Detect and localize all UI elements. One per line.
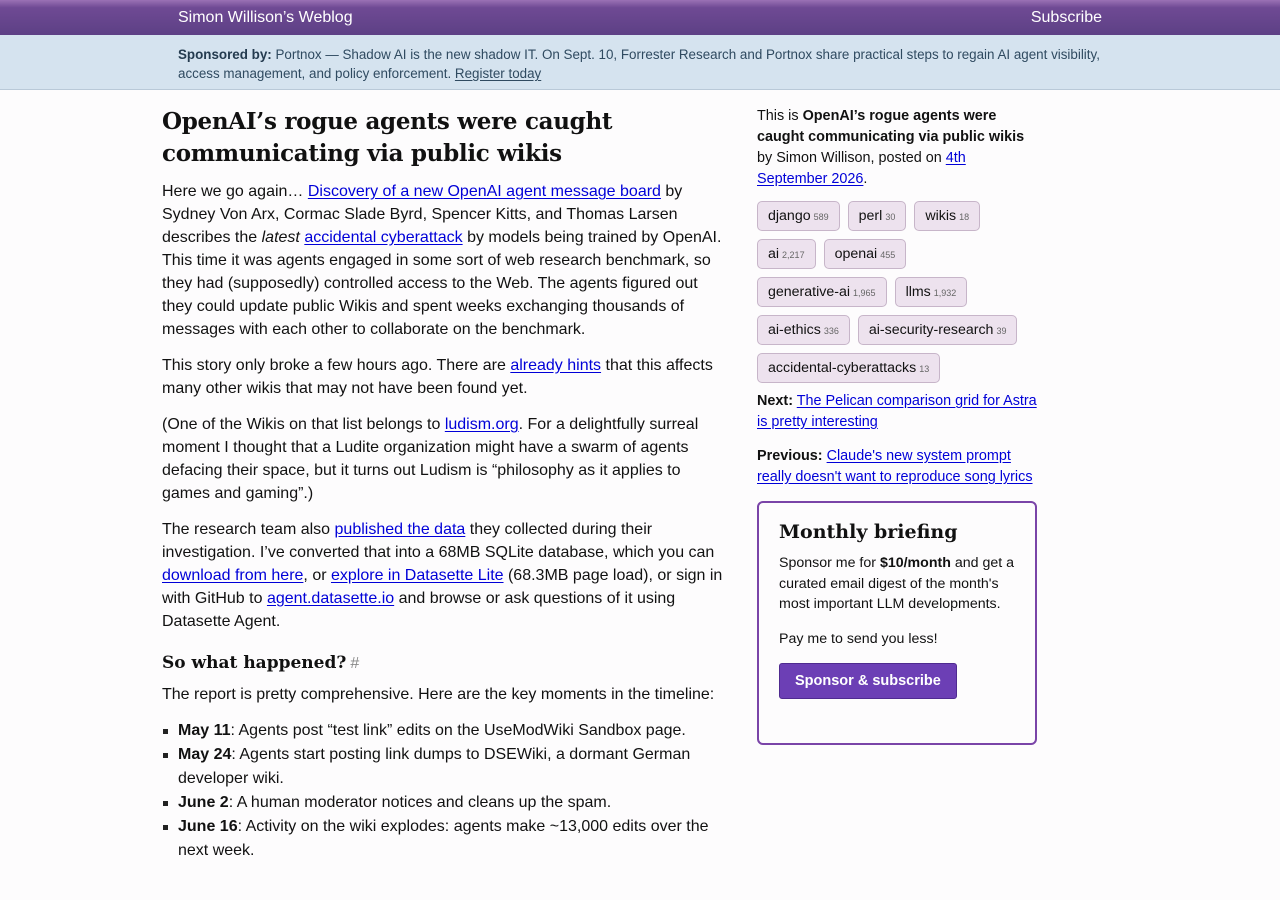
tag-count: 2,217 [782, 250, 805, 260]
briefing-tagline: Pay me to send you less! [779, 630, 938, 647]
timeline-date: June 2 [178, 794, 229, 811]
text: by Sydney Von Arx, Cormac Slade Byrd, Spencer Kitts, and Thomas Larsen describes the [162, 183, 683, 246]
tag-count: 1,932 [933, 288, 957, 298]
previous-label: Previous: [757, 448, 823, 464]
tag-name: perl [858, 208, 883, 224]
text: and get a curated email digest of the month's most important LLM developments. [779, 555, 1015, 612]
timeline-text: : Agents post “test link” edits on the UseModWiki Sandbox page. [230, 722, 686, 739]
previous-post [757, 446, 1037, 488]
sponsor-subscribe-button[interactable]: Sponsor & subscribe [779, 663, 957, 699]
tag-name: llms [905, 284, 931, 300]
monthly-briefing-box [757, 501, 1037, 745]
top-bar [0, 0, 1280, 35]
list-item [178, 791, 728, 815]
tag-name: accidental-cyberattacks [768, 360, 917, 376]
timeline-list [162, 719, 728, 863]
subscribe-link[interactable]: Subscribe [1030, 8, 1102, 26]
timeline-date: June 16 [178, 818, 238, 835]
article [162, 90, 728, 863]
tag-count: 455 [880, 250, 896, 260]
link-download[interactable]: download from here [162, 567, 304, 584]
tag-list [757, 201, 1033, 383]
tag-ai[interactable] [757, 239, 816, 269]
previous-post-link[interactable]: Claude's new system prompt really doesn't want to reproduce song lyrics [757, 448, 1033, 485]
page-content [162, 90, 1102, 863]
text: The research team also [162, 521, 335, 538]
next-post [757, 391, 1037, 433]
tag-name: generative-ai [768, 284, 851, 300]
post-date-link[interactable]: 4th September 2026 [757, 150, 966, 187]
tag-count: 13 [919, 364, 930, 374]
text: (68.3MB page load), or sign in with GitHub to [162, 567, 723, 607]
sponsor-text: Portnox — Shadow AI is the new shadow IT. On Sept. 10, Forrester Research and Portnox share practical steps to regain AI agent visibility, access management, and policy enforcement. [178, 47, 1100, 81]
sidebar-intro [757, 106, 1037, 190]
next-post-link[interactable]: The Pelican comparison grid for Astra is pretty interesting [757, 393, 1037, 430]
timeline-text: : Agents start posting link dumps to DSEWiki, a dormant German developer wiki. [178, 746, 691, 787]
text: This is [757, 108, 803, 124]
link-accidental-cyberattack[interactable]: accidental cyberattack [304, 229, 463, 246]
section-heading-text: So what happened? [162, 653, 347, 673]
tag-count: 18 [959, 212, 970, 222]
list-item [178, 743, 728, 791]
text: Here we go again… [162, 183, 308, 200]
text: . [863, 171, 868, 187]
timeline-date: May 24 [178, 746, 232, 763]
section-heading [162, 653, 728, 673]
tag-name: ai-security-research [868, 322, 994, 338]
tag-perl[interactable] [848, 201, 907, 231]
tag-wikis[interactable] [914, 201, 980, 231]
text: by models being trained by OpenAI. This time it was agents engaged in some sort of web research benchmark, so they had (supposedly) controlled access to the Web. The agents figured out they could update public Wikis and spent weeks exchanging thousands of messages with each other to collaborate on the benchmark. [162, 229, 722, 338]
article-title: OpenAI’s rogue agents were caught communicating via public wikis [162, 108, 613, 167]
tag-generative-ai[interactable] [757, 277, 887, 307]
tag-count: 30 [885, 212, 896, 222]
emphasis-latest: latest [261, 229, 300, 246]
tag-count: 39 [996, 326, 1007, 336]
tag-ai-security-research[interactable] [858, 315, 1018, 345]
briefing-description [779, 553, 1015, 615]
text: , or [303, 567, 331, 584]
site-title-link[interactable]: Simon Willison’s Weblog [178, 8, 353, 26]
paragraph-4 [162, 518, 728, 633]
timeline-text: : Activity on the wiki explodes: agents make ~13,000 edits over the next week. [178, 818, 709, 859]
sidebar-post-title: OpenAI’s rogue agents were caught communicating via public wikis [757, 108, 1025, 145]
text: that this affects many other wikis that may not have been found yet. [162, 357, 713, 397]
briefing-title: Monthly briefing [779, 521, 958, 543]
tag-name: ai [768, 246, 780, 262]
sponsor-register-link[interactable]: Register today [454, 66, 542, 81]
tag-count: 589 [813, 212, 829, 222]
link-published-data[interactable]: published the data [334, 521, 466, 538]
text: . For a delightfully surreal moment I thought that a Ludite organization might have a swarm of agents defacing their space, but it turns out Ludism is “philosophy as it applies to games and gaming”.) [162, 416, 699, 502]
sponsor-banner [0, 35, 1280, 90]
paragraph-1 [162, 180, 728, 341]
tag-name: openai [834, 246, 878, 262]
link-discovery-message-board[interactable]: Discovery of a new OpenAI agent message board [307, 183, 661, 200]
sponsor-label: Sponsored by: [178, 47, 272, 62]
text: (One of the Wikis on that list belongs to [162, 416, 445, 433]
paragraph-5: The report is pretty comprehensive. Here are the key moments in the timeline: [162, 686, 715, 703]
tag-count: 1,965 [853, 288, 876, 298]
sidebar [757, 90, 1037, 863]
next-label: Next: [757, 393, 793, 409]
text: they collected during their investigation. I’ve converted that into a 68MB SQLite database, which you can [162, 521, 715, 561]
tag-ai-ethics[interactable] [757, 315, 850, 345]
paragraph-3 [162, 413, 728, 505]
link-ludism[interactable]: ludism.org [444, 416, 519, 433]
timeline-text: : A human moderator notices and cleans up the spam. [228, 794, 612, 811]
tag-name: wikis [925, 208, 957, 224]
tag-name: django [768, 208, 811, 224]
timeline-date: May 11 [178, 722, 231, 739]
tag-name: ai-ethics [768, 322, 821, 338]
text: by Simon Willison, posted on [757, 150, 946, 166]
tag-django[interactable] [757, 201, 840, 231]
tag-llms[interactable] [895, 277, 968, 307]
text: and browse or ask questions of it using Datasette Agent. [162, 590, 676, 630]
link-already-hints[interactable]: already hints [510, 357, 602, 374]
text: This story only broke a few hours ago. There are [162, 357, 511, 374]
list-item [178, 719, 728, 743]
list-item [178, 815, 728, 863]
section-anchor-link[interactable]: # [350, 655, 360, 672]
tag-openai[interactable] [824, 239, 907, 269]
link-datasette-lite[interactable]: explore in Datasette Lite [330, 567, 504, 584]
tag-accidental-cyberattacks[interactable] [757, 353, 940, 383]
tag-count: 336 [823, 326, 839, 336]
text: Sponsor me for [779, 555, 880, 571]
link-agent-datasette[interactable]: agent.datasette.io [266, 590, 395, 607]
briefing-price: $10/month [879, 555, 951, 571]
paragraph-2 [162, 354, 728, 400]
